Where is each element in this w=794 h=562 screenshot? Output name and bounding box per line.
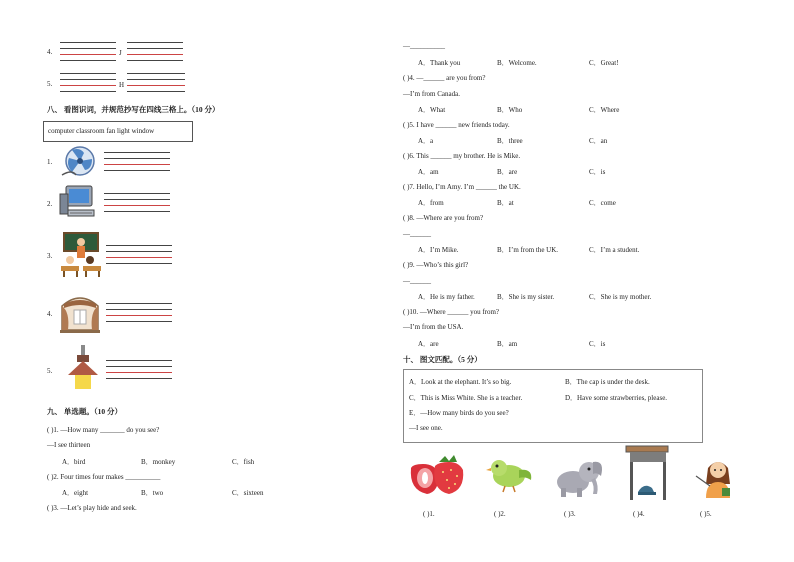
writing-line bbox=[106, 372, 172, 373]
writing-line bbox=[60, 85, 116, 86]
question-7-option-b[interactable]: B．at bbox=[497, 199, 514, 207]
question-5-option-b[interactable]: B．three bbox=[497, 137, 523, 145]
question-2-option-c[interactable]: C．sixteen bbox=[232, 489, 264, 497]
desk-and-cap-icon bbox=[624, 444, 670, 502]
question-10-option-a[interactable]: A．are bbox=[418, 340, 439, 348]
writing-line bbox=[106, 263, 172, 264]
writing-line bbox=[106, 245, 172, 246]
question-2-option-a[interactable]: A．eight bbox=[62, 489, 89, 497]
classroom-icon bbox=[58, 230, 104, 278]
copy-row-4-letter: J bbox=[119, 49, 122, 57]
question-6-stem: ( )6. This ______ my brother. He is Mike. bbox=[403, 152, 521, 160]
question-8-reply: —______ bbox=[403, 230, 431, 238]
copy-row-5-number: 5. bbox=[47, 80, 53, 88]
fan-icon bbox=[58, 145, 98, 179]
question-5-stem: ( )5. I have ______ new friends today. bbox=[403, 121, 510, 129]
question-6-option-c[interactable]: C．is bbox=[589, 168, 606, 176]
question-8-option-c[interactable]: C．I’m a student. bbox=[589, 246, 640, 254]
writing-line bbox=[60, 60, 116, 61]
question-5-option-a[interactable]: A．a bbox=[418, 137, 434, 145]
sentence-a: A．Look at the elephant. It’s so big. bbox=[409, 378, 512, 386]
question-10-option-b[interactable]: B．am bbox=[497, 340, 518, 348]
sentence-e-reply: —I see one. bbox=[409, 424, 443, 432]
computer-icon bbox=[58, 184, 98, 220]
writing-line bbox=[106, 257, 172, 258]
writing-line bbox=[60, 91, 116, 92]
question-8-option-a[interactable]: A．I’m Mike. bbox=[418, 246, 459, 254]
question-4-reply: —I’m from Canada. bbox=[403, 90, 460, 98]
word-bank: computer classroom fan light window bbox=[48, 127, 155, 135]
question-9-option-c[interactable]: C．She is my mother. bbox=[589, 293, 652, 301]
section-9-title: 九、 单选题。（10 分） bbox=[47, 407, 122, 416]
writing-line bbox=[106, 309, 172, 310]
question-8-stem: ( )8. —Where are you from? bbox=[403, 214, 484, 222]
copy-row-4-number: 4. bbox=[47, 48, 53, 56]
writing-line bbox=[60, 73, 116, 74]
question-3-option-b[interactable]: B．Welcome. bbox=[497, 59, 537, 67]
section-8-title: 八、 看图识词，并规范抄写在四线三格上。（10 分） bbox=[47, 105, 220, 114]
writing-line bbox=[127, 73, 185, 74]
window-icon bbox=[58, 292, 102, 334]
question-3-option-c[interactable]: C．Great! bbox=[589, 59, 619, 67]
writing-line bbox=[104, 205, 170, 206]
light-icon bbox=[62, 345, 104, 391]
question-4-option-c[interactable]: C．Where bbox=[589, 106, 620, 114]
writing-line bbox=[127, 48, 183, 49]
question-4-option-b[interactable]: B．Who bbox=[497, 106, 523, 114]
writing-line bbox=[104, 164, 170, 165]
sentence-c: C．This is Miss White. She is a teacher. bbox=[409, 394, 523, 402]
question-7-stem: ( )7. Hello, I’m Amy. I’m ______ the UK. bbox=[403, 183, 521, 191]
writing-line bbox=[104, 193, 170, 194]
question-6-option-a[interactable]: A．am bbox=[418, 168, 439, 176]
sentence-d: D．Have some strawberries, please. bbox=[565, 394, 668, 402]
match-blank-3[interactable]: ( )3. bbox=[564, 510, 576, 518]
question-9-option-a[interactable]: A．He is my father. bbox=[418, 293, 475, 301]
question-1-option-b[interactable]: B．monkey bbox=[141, 458, 176, 466]
writing-line bbox=[104, 170, 170, 171]
writing-line bbox=[127, 79, 185, 80]
question-2-option-b[interactable]: B．two bbox=[141, 489, 164, 497]
writing-line bbox=[106, 303, 172, 304]
question-3-stem: ( )3. —Let’s play hide and seek. bbox=[47, 504, 137, 512]
question-4-stem: ( )4. —______ are you from? bbox=[403, 74, 486, 82]
question-7-option-a[interactable]: A．from bbox=[418, 199, 444, 207]
writing-line bbox=[104, 211, 170, 212]
question-10-option-c[interactable]: C．is bbox=[589, 340, 606, 348]
teacher-icon bbox=[694, 454, 742, 502]
writing-line bbox=[127, 60, 183, 61]
strawberry-icon bbox=[405, 452, 469, 496]
writing-line bbox=[60, 42, 116, 43]
writing-line bbox=[106, 366, 172, 367]
sentence-b: B．The cap is under the desk. bbox=[565, 378, 650, 386]
question-10-reply: —I’m from the USA. bbox=[403, 323, 464, 331]
section-10-title: 十、 图文匹配。（5 分） bbox=[403, 355, 482, 364]
writing-line bbox=[104, 152, 170, 153]
elephant-icon bbox=[553, 454, 605, 500]
match-blank-1[interactable]: ( )1. bbox=[423, 510, 435, 518]
writing-line bbox=[106, 251, 172, 252]
question-9-stem: ( )9. —Who’s this girl? bbox=[403, 261, 469, 269]
writing-line bbox=[104, 199, 170, 200]
writing-line bbox=[127, 54, 183, 55]
writing-line bbox=[127, 91, 185, 92]
question-9-option-b[interactable]: B．She is my sister. bbox=[497, 293, 555, 301]
match-blank-4[interactable]: ( )4. bbox=[633, 510, 645, 518]
match-blank-2[interactable]: ( )2. bbox=[494, 510, 506, 518]
writing-line bbox=[60, 54, 116, 55]
writing-line bbox=[106, 321, 172, 322]
question-1-option-c[interactable]: C．fish bbox=[232, 458, 255, 466]
item-2-number: 2. bbox=[47, 200, 53, 208]
writing-line bbox=[127, 42, 183, 43]
writing-line bbox=[106, 315, 172, 316]
writing-line bbox=[60, 79, 116, 80]
item-4-number: 4. bbox=[47, 310, 53, 318]
copy-row-5-letter: H bbox=[119, 81, 125, 89]
question-1-option-a[interactable]: A．bird bbox=[62, 458, 86, 466]
question-5-option-c[interactable]: C．an bbox=[589, 137, 608, 145]
question-6-option-b[interactable]: B．are bbox=[497, 168, 518, 176]
sentence-e: E．—How many birds do you see? bbox=[409, 409, 509, 417]
question-3-option-a[interactable]: A．Thank you bbox=[418, 59, 461, 67]
writing-line bbox=[104, 158, 170, 159]
match-blank-5[interactable]: ( )5. bbox=[700, 510, 712, 518]
item-1-number: 1. bbox=[47, 158, 53, 166]
bird-icon bbox=[485, 454, 535, 494]
writing-line bbox=[106, 378, 172, 379]
question-7-option-c[interactable]: C．come bbox=[589, 199, 616, 207]
writing-line bbox=[60, 48, 116, 49]
question-3-reply: —__________ bbox=[403, 42, 445, 50]
item-5-number: 5. bbox=[47, 367, 53, 375]
question-8-option-b[interactable]: B．I’m from the UK. bbox=[497, 246, 559, 254]
writing-line bbox=[106, 360, 172, 361]
question-10-stem: ( )10. —Where ______ you from? bbox=[403, 308, 500, 316]
item-3-number: 3. bbox=[47, 252, 53, 260]
question-4-option-a[interactable]: A．What bbox=[418, 106, 446, 114]
question-1-reply: —I see thirteen bbox=[47, 441, 91, 449]
question-2-stem: ( )2. Four times four makes __________ bbox=[47, 473, 161, 481]
question-1-stem: ( )1. —How many _______ do you see? bbox=[47, 426, 160, 434]
question-9-reply: —______ bbox=[403, 277, 431, 285]
writing-line bbox=[127, 85, 185, 86]
